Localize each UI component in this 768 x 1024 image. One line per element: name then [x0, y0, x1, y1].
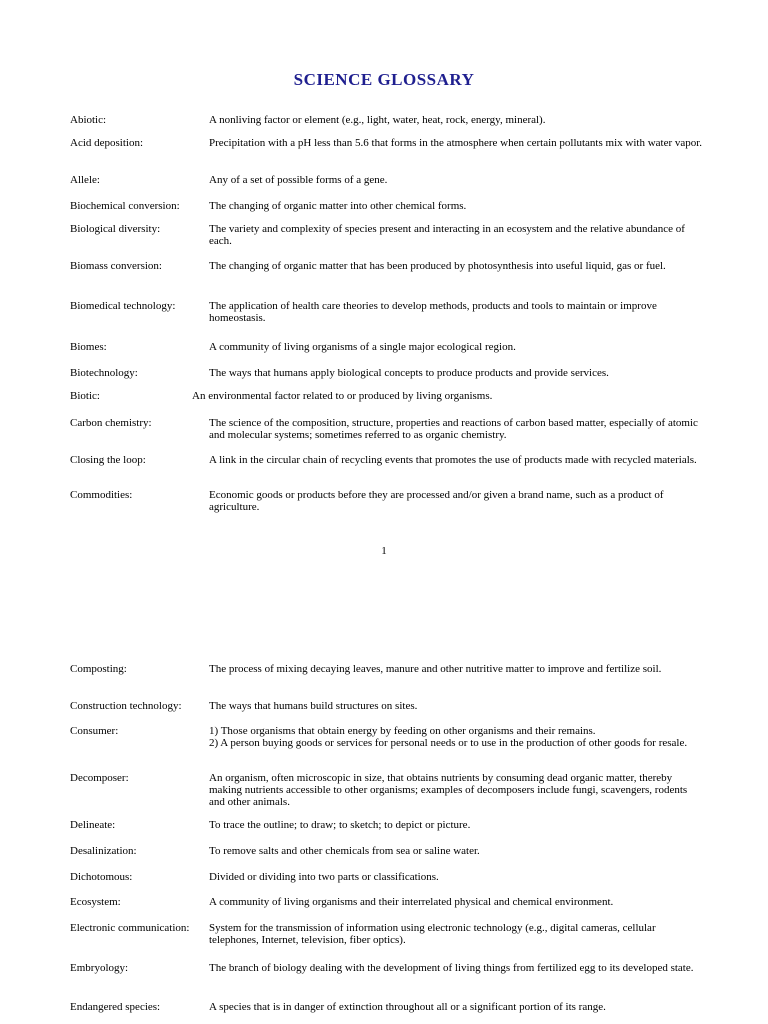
glossary-term: Biotic: [70, 390, 100, 402]
glossary-definition: System for the transmission of information using electronic technology (e.g., digital cameras, cellular telephones, Internet, television, fiber optics). [209, 922, 656, 946]
glossary-term: Consumer: [70, 725, 119, 737]
glossary-term: Electronic communication: [70, 922, 190, 934]
glossary-term: Biotechnology: [70, 367, 138, 379]
glossary-definition: To trace the outline; to draw; to sketch; to depict or picture. [209, 819, 471, 831]
glossary-definition-group [209, 725, 704, 749]
glossary-definition: The application of health care theories to develop methods, products and tools to maintain or improve homeostasis. [209, 300, 657, 324]
glossary-term: Carbon chemistry: [70, 417, 152, 429]
glossary-definition: Economic goods or products before they are processed and/or given a brand name, such as a product of agriculture. [209, 489, 664, 513]
glossary-definition: The branch of biology dealing with the development of living things from fertilized egg to its developed state. [209, 962, 694, 974]
glossary-definition: Divided or dividing into two parts or classifications. [209, 871, 439, 883]
glossary-term: Acid deposition: [70, 137, 144, 149]
glossary-term: Allele: [70, 174, 100, 186]
glossary-definition: A link in the circular chain of recycling events that promotes the use of products made with recycled materials. [209, 454, 697, 466]
glossary-definition: 2) A person buying goods or services for personal needs or to use in the production of other goods for resale. [209, 737, 688, 749]
glossary-definition: The ways that humans build structures on sites. [209, 700, 418, 712]
glossary-term: Endangered species: [70, 1001, 161, 1013]
glossary-definition: The changing of organic matter into other chemical forms. [209, 200, 467, 212]
glossary-term: Biomass conversion: [70, 260, 162, 272]
glossary-term: Biochemical conversion: [70, 200, 180, 212]
glossary-definition: The changing of organic matter that has been produced by photosynthesis into useful liquid, gas or fuel. [209, 260, 666, 272]
glossary-term: Desalinization: [70, 845, 137, 857]
glossary-definition: Any of a set of possible forms of a gene. [209, 174, 388, 186]
glossary-definition: To remove salts and other chemicals from sea or saline water. [209, 845, 480, 857]
glossary-term: Composting: [70, 663, 127, 675]
glossary-definition: The variety and complexity of species present and interacting in an ecosystem and the relative abundance of each. [209, 223, 685, 247]
glossary-definition: The process of mixing decaying leaves, manure and other nutritive matter to improve and fertilize soil. [209, 663, 662, 675]
glossary-term: Abiotic: [70, 114, 107, 126]
glossary-definition: An organism, often microscopic in size, that obtains nutrients by consuming dead organic matter, thereby making nutrients accessible to other organisms; examples of decomposers include fungi, scavengers, rodents and other animals. [209, 772, 688, 808]
glossary-term: Commodities: [70, 489, 133, 501]
glossary-term: Biological diversity: [70, 223, 161, 235]
page-number: 1 [381, 545, 387, 557]
glossary-term: Closing the loop: [70, 454, 146, 466]
glossary-definition: The science of the composition, structure, properties and reactions of carbon based matter, especially of atomic and molecular systems; sometimes referred to as organic chemistry. [209, 417, 698, 441]
glossary-definition: An environmental factor related to or produced by living organisms. [192, 390, 493, 402]
page-title: SCIENCE GLOSSARY [293, 70, 475, 89]
glossary-term: Dichotomous: [70, 871, 133, 883]
glossary-term: Ecosystem: [70, 896, 121, 908]
glossary-definition: A species that is in danger of extinction throughout all or a significant portion of its range. [209, 1001, 606, 1013]
glossary-definition: The ways that humans apply biological concepts to produce products and provide services. [209, 367, 609, 379]
glossary-term: Embryology: [70, 962, 129, 974]
glossary-definition: A community of living organisms and their interrelated physical and chemical environment. [209, 896, 614, 908]
glossary-definition: 1) Those organisms that obtain energy by feeding on other organisms and their remains. [209, 725, 596, 737]
glossary-term: Construction technology: [70, 700, 182, 712]
glossary-definition: A community of living organisms of a single major ecological region. [209, 341, 516, 353]
glossary-term: Biomes: [70, 341, 107, 353]
glossary-term: Delineate: [70, 819, 116, 831]
glossary-definition: Precipitation with a pH less than 5.6 that forms in the atmosphere when certain pollutants mix with water vapor. [209, 137, 703, 149]
glossary-term: Decomposer: [70, 772, 129, 784]
glossary-definition: A nonliving factor or element (e.g., light, water, heat, rock, energy, mineral). [209, 114, 546, 126]
glossary-term: Biomedical technology: [70, 300, 176, 312]
